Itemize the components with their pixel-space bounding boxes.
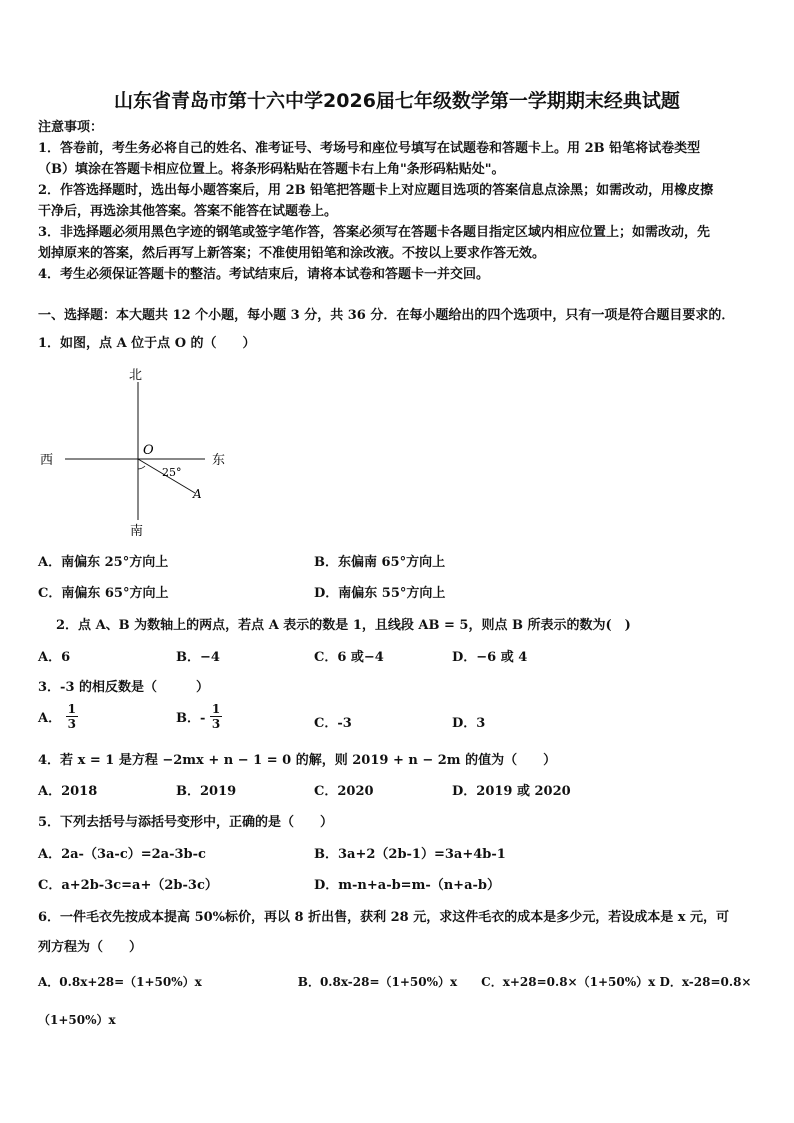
north-label: 北 (129, 368, 143, 383)
fraction-denominator: 3 (67, 717, 76, 731)
question-6-stem: 6．一件毛衣先按成本提高 50%标价，再以 8 折出售，获利 28 元，求这件毛衣的成本是多少元，若设成本是 x 元，可 (38, 910, 730, 925)
fraction-one-third (66, 702, 78, 731)
notice-line: 划掉原来的答案，然后再写上新答案；不准使用铅笔和涂改液。不按以上要求作答无效。 (38, 246, 546, 261)
notice-line: （B）填涂在答题卡相应位置上。将条形码粘贴在答题卡右上角"条形码粘贴处"。 (38, 162, 505, 177)
question-4-stem: 4．若 x = 1 是方程 −2mx + n − 1 = 0 的解，则 2019 + n − 2m 的值为（ ） (38, 753, 557, 768)
q1-option-c: C．南偏东 65°方向上 (38, 586, 169, 601)
notice-line: 4．考生必须保证答题卡的整洁。考试结束后，请将本试卷和答题卡一并交回。 (38, 267, 490, 282)
q3-option-b (176, 702, 222, 731)
page-title: 山东省青岛市第十六中学2026届七年级数学第一学期期末经典试题 (114, 90, 680, 112)
angle-label: 25° (162, 466, 182, 479)
q6-options-cont: （1+50%）x (38, 1013, 116, 1027)
q2-option-c: C．6 或−4 (314, 650, 384, 665)
fraction-numerator: 1 (67, 702, 76, 716)
notice-line: 3．非选择题必须用黑色字迹的钢笔或签字笔作答，答案必须写在答题卡各题目指定区域内相应位置上；如需改动，先 (38, 225, 711, 240)
origin-label: O (143, 443, 154, 458)
question-2-stem: 2．点 A、B 为数轴上的两点，若点 A 表示的数是 1，且线段 AB = 5，则点 B 所表示的数为( ) (56, 618, 631, 633)
notice-line: 2．作答选择题时，选出每小题答案后，用 2B 铅笔把答题卡上对应题目选项的答案信息点涂黑；如需改动，用橡皮擦 (38, 183, 714, 198)
q3-option-c: C．-3 (314, 716, 352, 731)
question-6-stem-cont: 列方程为（ ） (38, 940, 143, 955)
notice-heading: 注意事项： (38, 120, 104, 135)
q2-option-b: B．−4 (176, 650, 220, 665)
compass-figure (35, 360, 245, 540)
angle-arc (138, 466, 145, 469)
fraction-one-third (210, 702, 222, 731)
west-label: 西 (40, 453, 54, 468)
q2-option-d: D．−6 或 4 (452, 650, 528, 665)
q1-option-d: D．南偏东 55°方向上 (314, 586, 446, 601)
q5-option-c: C．a+2b-3c=a+（2b-3c） (38, 878, 218, 893)
q4-option-d: D．2019 或 2020 (452, 784, 571, 799)
q3-option-a-prefix: A． (38, 711, 62, 726)
question-3-stem: 3．-3 的相反数是（ ） (38, 680, 210, 695)
question-5-stem: 5．下列去括号与添括号变形中，正确的是（ ） (38, 815, 334, 830)
south-label: 南 (130, 524, 144, 539)
q2-option-a: A．6 (38, 650, 71, 665)
fraction-numerator: 1 (211, 702, 221, 716)
point-a-label: A (193, 487, 202, 501)
q3-option-d: D．3 (452, 716, 486, 731)
fraction-denominator: 3 (211, 717, 221, 731)
q1-option-a: A．南偏东 25°方向上 (38, 555, 169, 570)
q4-option-a: A．2018 (38, 784, 98, 799)
section-heading: 一、选择题：本大题共 12 个小题，每小题 3 分，共 36 分．在每小题给出的四个选项中，只有一项是符合题目要求的． (38, 308, 735, 323)
q3-option-a (38, 702, 78, 731)
q3-option-b-prefix: B．- (176, 711, 206, 726)
q1-option-b: B．东偏南 65°方向上 (314, 555, 446, 570)
q6-options: A．0.8x+28=（1+50%）x B．0.8x-28=（1+50%）x C．x+28=0.8×（1+50%）x D．x-28=0.8× (38, 975, 752, 989)
q4-option-c: C．2020 (314, 784, 374, 799)
q5-option-d: D．m-n+a-b=m-（n+a-b） (314, 878, 500, 893)
question-1-stem: 1．如图，点 A 位于点 O 的（ ） (38, 336, 256, 351)
notice-line: 1．答卷前，考生务必将自己的姓名、准考证号、考场号和座位号填写在试题卷和答题卡上。用 2B 铅笔将试卷类型 (38, 141, 701, 156)
q4-option-b: B．2019 (176, 784, 237, 799)
east-label: 东 (212, 453, 226, 468)
q5-option-a: A．2a-（3a-c）=2a-3b-c (38, 847, 206, 862)
notice-line: 干净后，再选涂其他答案。答案不能答在试题卷上。 (38, 204, 338, 219)
q5-option-b: B．3a+2（2b-1）=3a+4b-1 (314, 847, 506, 862)
